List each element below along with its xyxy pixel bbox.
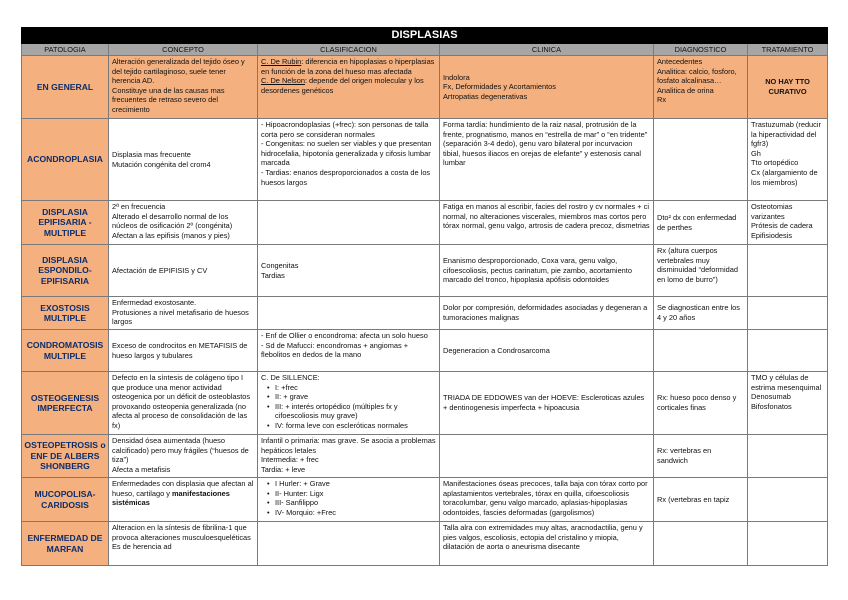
- patologia-cell: MUCOPOLISA-CARIDOSIS: [22, 478, 109, 522]
- list-item: • I: +frec: [275, 383, 436, 393]
- tratamiento-line: Osteotomias varizantes: [751, 202, 793, 221]
- clasificacion-cell: [258, 201, 440, 245]
- row-en-general: [22, 56, 828, 119]
- row-condromatosis: [22, 330, 828, 372]
- patologia-cell: OSTEOGENESIS IMPERFECTA: [22, 372, 109, 435]
- tratamiento-line: TMO y células de estrima mesenquimal: [751, 373, 822, 392]
- list-item: • IV- Morquio: +Frec: [275, 508, 436, 518]
- nelson-label: C. De Nelson: [261, 76, 305, 86]
- clasificacion-cell: [258, 522, 440, 566]
- clinica-line: Artropatias degenerativas: [443, 91, 528, 101]
- list-item: • I Hurler: + Grave: [275, 479, 436, 489]
- nelson-text: : depende del origen molecular y los desordenes genéticos: [261, 76, 424, 95]
- tratamiento-cell: [748, 297, 828, 330]
- clinica-cell: Manifestaciones óseas precoces, talla baja con tórax corto por aplastamientos vertebrales, tórax en quilla, cifoescoliosis toracolumbar, genu valgo marcado, aplasias-hipoplasias odontoides, fascies deformadas (gargolismos): [440, 478, 654, 522]
- concepto-line: Afecta a metafisis: [112, 464, 171, 474]
- rubin-label: C. De Rubin: [261, 57, 302, 66]
- diagnostico-line: Rx: [657, 95, 667, 105]
- patologia-cell: EN GENERAL: [22, 56, 109, 119]
- diagnostico-line: Analitica: calcio, fosforo, fosfato alcalinasa…: [657, 66, 737, 86]
- diagnostico-cell: Rx (vertebras en tapiz: [654, 478, 748, 522]
- tratamiento-cell: [748, 201, 828, 245]
- row-displasia-epifisaria: [22, 201, 828, 245]
- clasificacion-cell: [258, 56, 440, 119]
- tratamiento-line: Epifisiodesis: [751, 230, 793, 240]
- diagnostico-cell: Rx (altura cuerpos vertebrales muy disminuidad “deformidad en lomo de burro”): [654, 245, 748, 297]
- concepto-line: Mutación congénita del crom4: [112, 159, 211, 169]
- clinica-line: Indolora: [443, 72, 470, 82]
- concepto-line: Displasia mas frecuente: [112, 149, 191, 159]
- clasificacion-nelson: [261, 76, 436, 95]
- concepto-line: Enfermedad exostosante.: [112, 298, 197, 307]
- clasificacion-line: Intermedia: + frec: [261, 455, 319, 465]
- clasificacion-cell: [258, 372, 440, 435]
- tratamiento-cell: [748, 119, 828, 201]
- rubin-text: : diferencia en hipoplasias o hiperplasias en función de la zona del hueso mas afectada: [261, 57, 435, 76]
- column-header-row: [22, 44, 828, 56]
- concepto-cell: [109, 297, 258, 330]
- clasificacion-cell: [258, 245, 440, 297]
- clinica-cell: [440, 56, 654, 119]
- concepto-cell: Afectación de EPIFISIS y CV: [109, 245, 258, 297]
- tratamiento-cell: [748, 372, 828, 435]
- tratamiento-line: Cx (alargamiento de los miembros): [751, 167, 818, 187]
- clasificacion-cell: [258, 297, 440, 330]
- concepto-bold: manifestaciones sistémicas: [112, 488, 230, 508]
- row-marfan: [22, 522, 828, 566]
- tratamiento-cell: [748, 435, 828, 478]
- tratamiento-cell: [748, 330, 828, 372]
- clasificacion-line: Infantil o primaria: mas grave. Se asocia a problemas hepáticos letales: [261, 436, 436, 455]
- clasificacion-cell: [258, 119, 440, 201]
- header-patologia: PATOLOGIA: [22, 44, 109, 56]
- clinica-cell: TRIADA DE EDDOWES van der HOEVE: Escleroticas azules + dentinogenesis imperfecta + hipoacusia: [440, 372, 654, 435]
- concepto-line: Afectan a las epifisis (manos y pies): [112, 230, 230, 240]
- clinica-cell: [440, 435, 654, 478]
- tratamiento-line: Denosumab: [751, 392, 791, 402]
- clinica-cell: Degeneracion a Condrosarcoma: [440, 330, 654, 372]
- concepto-line: Alteración generalizada del tejido óseo y del tejido cartilaginoso, suele tener herencia AD.: [112, 57, 245, 86]
- concepto-cell: [109, 435, 258, 478]
- concepto-cell: [109, 56, 258, 119]
- tratamiento-cell: [748, 478, 828, 522]
- tratamiento-line: Trastuzumab (reducir la hiperactividad del fgfr3): [751, 120, 821, 149]
- tratamiento-cell: [748, 245, 828, 297]
- concepto-line: Densidad ósea aumentada (hueso calcificado) pero muy frágiles (“huesos de tiza”): [112, 436, 249, 465]
- concepto-cell: [109, 119, 258, 201]
- clasificacion-line: Congenitas: [261, 260, 299, 270]
- patologia-cell: OSTEOPETROSIS o ENF DE ALBERS SHONBERG: [22, 435, 109, 478]
- clinica-line: Fx, Deformidades y Acortamientos: [443, 82, 556, 92]
- clasificacion-line: - Enf de Ollier o encondroma: afecta un solo hueso: [261, 331, 428, 340]
- header-clinica: CLINICA: [440, 44, 654, 56]
- list-item: • II: + grave: [275, 392, 436, 402]
- diagnostico-line: Analitica de orina: [657, 85, 714, 95]
- clasificacion-line: Tardias: [261, 270, 285, 280]
- patologia-cell: ACONDROPLASIA: [22, 119, 109, 201]
- clinica-cell: Talla alra con extremidades muy altas, aracnodactilia, genu y pies valgos, escoliosis, ectopia del cristalino y miopia, dilatación de aorta o aneurisma disecante: [440, 522, 654, 566]
- concepto-line: Alterado el desarrollo normal de los núcleos de osificación 2º (congénita): [112, 211, 233, 231]
- patologia-cell: DISPLASIA ESPONDILO-EPIFISARIA: [22, 245, 109, 297]
- clasificacion-rubin: [261, 57, 436, 76]
- concepto-line: Protusiones a nivel metafisario de huesos largos: [112, 307, 249, 327]
- concepto-text: Enfermedades con displasia que afectan al hueso, cartilago y: [112, 479, 254, 498]
- concepto-line: Constituye una de las causas mas frecuentes de retraso severo del crecimiento: [112, 85, 225, 114]
- row-displasia-espondilo: [22, 245, 828, 297]
- patologia-cell: CONDROMATOSIS MULTIPLE: [22, 330, 109, 372]
- tratamiento-line: Gh: [751, 148, 761, 158]
- header-diagnostico: DIAGNOSTICO: [654, 44, 748, 56]
- diagnostico-line: Antecedentes: [657, 57, 703, 66]
- diagnostico-cell: [654, 56, 748, 119]
- diagnostico-cell: Rx: vertebras en sandwich: [654, 435, 748, 478]
- clinica-cell: Forma tardía: hundimiento de la raiz nasal, protrusión de la frente, prognatismo, manos en “estrella de mar” o “en tridente” (separación 3-4 dedo), genu varo bilateral por incurvacion tibial, huesos iliacos en orejas de elefante” y estenosis canal lumbar: [440, 119, 654, 201]
- concepto-line: Es de herencia ad: [112, 542, 172, 552]
- clasificacion-cell: [258, 435, 440, 478]
- diagnostico-cell: [654, 522, 748, 566]
- diagnostico-cell: [654, 119, 748, 201]
- clinica-cell: Enanismo desproporcionado, Coxa vara, genu valgo, cifoescoliosis, pectus carinatum, pie zambo, acortamiento marcado del tronco, hipoplasia apófisis odontoides: [440, 245, 654, 297]
- diagnostico-cell: Dto² dx con enfermedad de perthes: [654, 201, 748, 245]
- list-item: • IV: forma leve con escleróticas normales: [275, 421, 436, 431]
- diagnostico-cell: [654, 330, 748, 372]
- clasificacion-line: - Tardias: enanos desproporcionados a costa de los huesos largos: [261, 167, 431, 187]
- displasias-sheet: [21, 27, 827, 566]
- row-osteopetrosis: [22, 435, 828, 478]
- row-exostosis: [22, 297, 828, 330]
- row-osteogenesis: [22, 372, 828, 435]
- clinica-cell: Dolor por compresión, deformidades asociadas y degeneran a tumoraciones malignas: [440, 297, 654, 330]
- mps-types-list: [261, 479, 436, 517]
- clasificacion-cell: [258, 478, 440, 522]
- clasificacion-line: - Hipoacrondoplasias (+frec): son personas de talla corta pero se consideran normales: [261, 120, 429, 139]
- concepto-cell: [109, 522, 258, 566]
- tratamiento-cell: NO HAY TTO CURATIVO: [748, 56, 828, 119]
- row-acondroplasia: [22, 119, 828, 201]
- clasificacion-heading: C. De SILLENCE:: [261, 373, 320, 382]
- patologia-cell: DISPLASIA EPIFISARIA - MULTIPLE: [22, 201, 109, 245]
- concepto-cell: [109, 478, 258, 522]
- header-clasificacion: CLASIFICACION: [258, 44, 440, 56]
- header-concepto: CONCEPTO: [109, 44, 258, 56]
- concepto-cell: [109, 201, 258, 245]
- concepto-cell: Defecto en la síntesis de colágeno tipo I que produce una menor actividad osteogenica por un déficit de osteoblastos provoxando osteopenia generalizada (no afecta al proceso de consolidación de las fx): [109, 372, 258, 435]
- displasias-table: [21, 27, 828, 566]
- concepto-line: 2ª en frecuencia: [112, 202, 166, 211]
- list-item: • III: + interés ortopédico (múltiples fx y cifoescoliosis muy grave): [275, 402, 436, 421]
- table-title: DISPLASIAS: [22, 28, 828, 44]
- diagnostico-cell: Se diagnostican entre los 4 y 20 años: [654, 297, 748, 330]
- diagnostico-cell: Rx: hueso poco denso y corticales finas: [654, 372, 748, 435]
- header-tratamiento: TRATAMIENTO: [748, 44, 828, 56]
- concepto-cell: Exceso de condrocitos en METAFISIS de hueso largos y tubulares: [109, 330, 258, 372]
- clasificacion-line: - Congenitas: no suelen ser viables y que presentan hidrocefalia, hipotonía generalizada y cifosis lumbar marcada: [261, 139, 432, 168]
- clasificacion-line: - Sd de Mafucci: encondromas + angiomas + flebolitos en dedos de la mano: [261, 340, 409, 360]
- patologia-cell: EXOSTOSIS MULTIPLE: [22, 297, 109, 330]
- clinica-cell: Fatiga en manos al escribir, facies del rostro y cv normales + ci normal, no alteraciones viscerales, miembros mas cortos pero tórax normal, genu valgo, artrosis de cadera precoz, dismetrias: [440, 201, 654, 245]
- list-item: • II- Hunter: Ligx: [275, 489, 436, 499]
- clasificacion-cell: [258, 330, 440, 372]
- concepto-line: Alteracion en la síntesis de fibrilina-1 que provoca alteraciones musculoesqueléticas: [112, 523, 251, 542]
- tratamiento-line: Bifosfonatos: [751, 401, 792, 411]
- clasificacion-line: Tardia: + leve: [261, 464, 306, 474]
- tratamiento-line: Tto ortopédico: [751, 158, 799, 168]
- patologia-cell: ENFERMEDAD DE MARFAN: [22, 522, 109, 566]
- row-mucopolisacaridosis: [22, 478, 828, 522]
- sillence-list: [261, 383, 436, 431]
- list-item: • III- Sanfilippo: [275, 498, 436, 508]
- tratamiento-cell: [748, 522, 828, 566]
- tratamiento-line: Prótesis de cadera: [751, 221, 813, 231]
